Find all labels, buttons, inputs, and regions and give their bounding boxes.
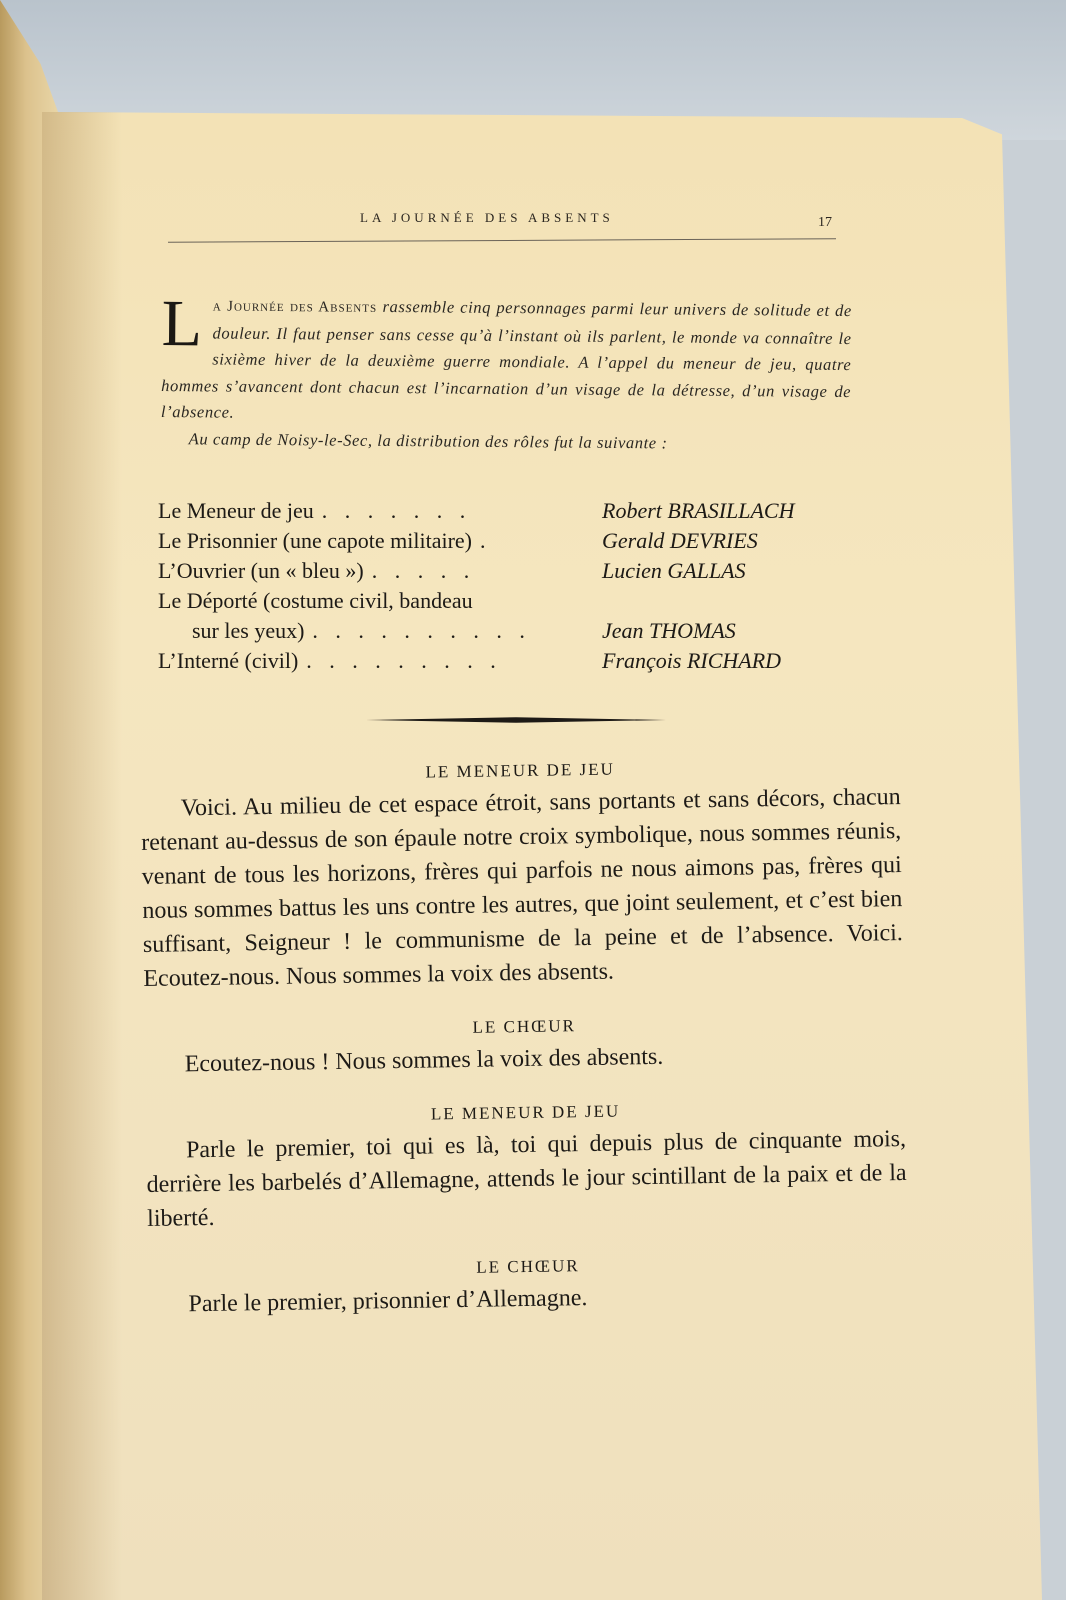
cast-row	[158, 496, 858, 526]
cast-role: L’Ouvrier (un « bleu »)	[158, 558, 364, 583]
intro-distribution: Au camp de Noisy-le-Sec, la distribution des rôles fut la suivante :	[188, 428, 668, 452]
cast-actor: Gerald DEVRIES	[602, 528, 758, 553]
intro-paragraph	[160, 287, 852, 432]
ornamental-rule	[366, 716, 666, 724]
intro-text: rassemble cinq personnages parmi leur univers de solitude et de douleur. Il faut penser sans cesse qu’à l’instant où ils parlent, le monde va connaître le sixième hiver de la deuxième guerre mondiale. A l’appel du meneur de jeu, quatre hommes s’avancent dont chacun est l’incarnation d’un visage de la détresse, d’un visage de l’absence.	[160, 296, 852, 422]
cast-role: Le Prisonnier (une capote militaire)	[158, 528, 472, 553]
cast-role: sur les yeux)	[192, 618, 305, 643]
speaker-name: LE CHŒUR	[476, 1256, 580, 1277]
drop-cap: L	[161, 287, 203, 361]
cast-row	[158, 556, 858, 586]
cast-row	[158, 586, 858, 616]
intro-title: a Journée des Absents	[212, 298, 378, 316]
cast-row	[158, 526, 858, 556]
leader-dots: . . . . .	[371, 558, 476, 583]
leader-dots: . . . . . . . . . .	[312, 618, 531, 643]
cast-role: Le Meneur de jeu	[158, 498, 314, 523]
cast-actor: Lucien GALLAS	[602, 558, 746, 583]
cast-list	[158, 496, 858, 676]
speaker-name: LE MENEUR DE JEU	[430, 1101, 621, 1124]
leader-dots: .	[480, 528, 492, 553]
intro-block	[160, 287, 852, 458]
cast-actor: François RICHARD	[602, 648, 782, 673]
running-head: LA JOURNÉE DES ABSENTS	[360, 210, 614, 225]
cast-actor: Jean THOMAS	[602, 618, 736, 643]
page-number: 17	[818, 215, 832, 230]
spine-shadow	[42, 112, 122, 1600]
cast-row	[158, 646, 858, 676]
speaker-name: LE MENEUR DE JEU	[425, 759, 615, 782]
speech-text: Parle le premier, toi qui es là, toi qui depuis plus de cinquante mois, derrière les barbelés d’Allemagne, attends le jour scintillant de la paix et de la liberté.	[146, 1126, 907, 1232]
cast-role: Le Déporté (costume civil, bandeau	[158, 588, 473, 613]
leader-dots: . . . . . . . . .	[306, 648, 502, 673]
cast-actor: Robert BRASILLACH	[602, 498, 795, 523]
speech-text: Parle le premier, prisonnier d’Allemagne.	[188, 1285, 588, 1318]
leader-dots: . . . . . . .	[321, 498, 472, 523]
speech-text: Ecoutez-nous ! Nous sommes la voix des absents.	[184, 1043, 664, 1078]
cast-role: L’Interné (civil)	[158, 648, 299, 673]
cast-row	[158, 616, 858, 646]
dialogue	[140, 750, 909, 1322]
speaker-name: LE CHŒUR	[472, 1016, 577, 1037]
speech-text: Voici. Au milieu de cet espace étroit, sans portants et sans décors, chacun retenant au-dessus de son épaule notre croix symbolique, nous sommes réunis, venant de tous les horizons, frères qui parfois ne nous aimons pas, frères qui nous sommes battus les uns contre les autres, que joint seulement, et c’est bien suffisant, Seigneur ! le communisme de la peine et de l’absence. Voici. Ecoutez-nous. Nous sommes la voix des absents.	[141, 784, 903, 992]
